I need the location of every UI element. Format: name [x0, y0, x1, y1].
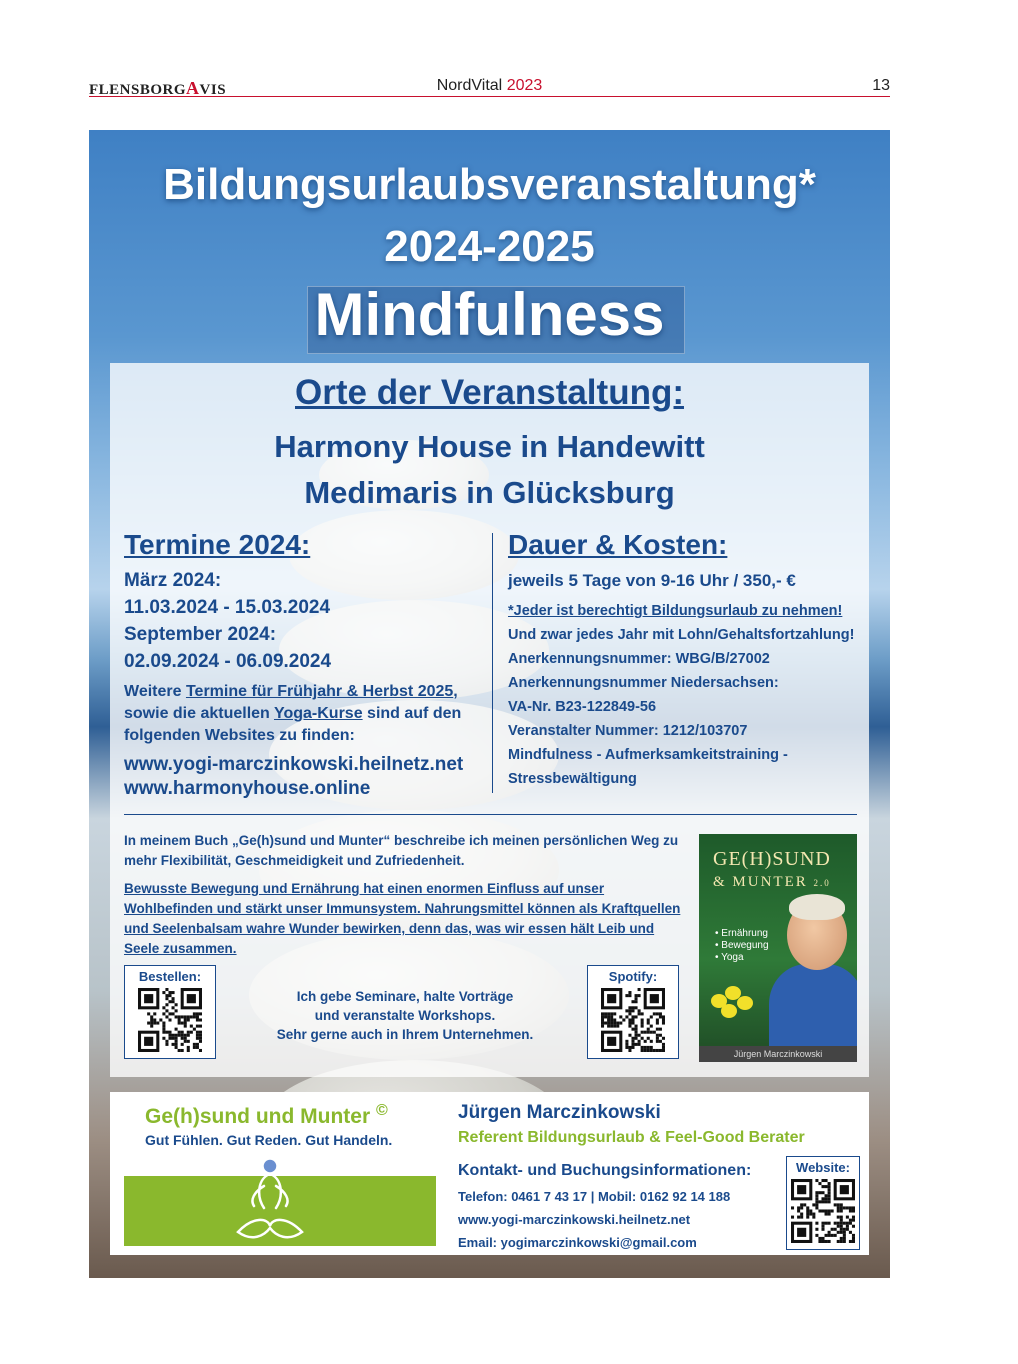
entitlement-line-1: *Jeder ist berechtigt Bildungsurlaub zu nehmen!	[508, 603, 843, 619]
va-number: VA-Nr. B23-122849-56	[508, 699, 657, 715]
meditation-figure-icon	[228, 1156, 328, 1248]
book-paragraph-1: In meinem Buch „Ge(h)sund und Munter“ beschreibe ich meinen persönlichen Weg zu mehr Flexibilität, Geschmeidigkeit und Zufriedenheit.	[124, 833, 679, 868]
brand-slogan: Gut Fühlen. Gut Reden. Gut Handeln.	[145, 1132, 393, 1148]
contact-role: Referent Bildungsurlaub & Feel-Good Berater	[458, 1129, 805, 1146]
book-cover-author: Jürgen Marczinkowski	[699, 1046, 857, 1062]
headline-title: Bildungsurlaubsveranstaltung*	[163, 160, 816, 209]
website-link-yogi[interactable]: www.yogi-marczinkowski.heilnetz.net	[124, 754, 464, 775]
book-cover-title: GE(H)SUND	[713, 848, 831, 870]
qr-website-label: Website:	[796, 1160, 850, 1175]
recognition-niedersachsen: Anerkennungsnummer Niedersachsen:	[508, 675, 779, 691]
qr-website[interactable]	[786, 1156, 860, 1250]
date-month-march: März 2024:	[124, 570, 222, 591]
more-dates-info: Weitere Termine für Frühjahr & Herbst 2025, sowie die aktuellen Yoga-Kurse sind auf den folgenden Websites zu finden:	[124, 683, 462, 744]
dates-title: Termine 2024:	[124, 529, 311, 560]
date-month-september: September 2024:	[124, 624, 277, 645]
info-panel	[110, 363, 869, 1077]
column-divider	[492, 533, 493, 793]
venues-title: Orte der Veranstaltung:	[295, 373, 684, 412]
qr-code-icon	[601, 988, 665, 1052]
organizer-number: Veranstalter Nummer: 1212/103707	[508, 723, 748, 739]
brand-name: Ge(h)sund und Munter ©	[145, 1102, 388, 1128]
page-number: 13	[872, 77, 890, 94]
section-year: 2023	[506, 77, 543, 94]
qr-spotify[interactable]	[587, 965, 679, 1059]
website-link-harmonyhouse[interactable]: www.harmonyhouse.online	[124, 778, 371, 799]
newspaper-logo: FLENSBORGAVIS	[89, 78, 227, 98]
advertisement	[89, 130, 890, 1278]
qr-bestellen[interactable]	[124, 965, 216, 1059]
section-divider	[124, 814, 857, 815]
section-title	[89, 77, 890, 95]
date-range-september: 02.09.2024 - 06.09.2024	[124, 651, 332, 672]
headline-years: 2024-2025	[384, 222, 595, 271]
recognition-number: Anerkennungsnummer: WBG/B/27002	[508, 651, 770, 667]
entitlement-line-2: Und zwar jedes Jahr mit Lohn/Gehaltsfortzahlung!	[508, 627, 855, 643]
book-description	[124, 831, 684, 967]
book-cover	[699, 834, 857, 1062]
dates-column	[124, 529, 486, 801]
book-cover-subtitle: & MUNTER 2.0	[713, 874, 831, 890]
qr-code-icon	[791, 1179, 855, 1243]
qr-spotify-label: Spotify:	[608, 969, 658, 984]
book-cover-topics: • Ernährung • Bewegung • Yoga	[715, 928, 769, 963]
seminar-line-3: Sehr gerne auch in Ihrem Unternehmen.	[276, 1027, 534, 1042]
seminar-line-1: Ich gebe Seminare, halte Vorträge	[296, 989, 514, 1004]
costs-column	[508, 529, 863, 791]
venue-1: Harmony House in Handewitt	[274, 429, 705, 464]
contact-website[interactable]: www.yogi-marczinkowski.heilnetz.net	[458, 1212, 691, 1227]
venue-2: Medimaris in Glücksburg	[304, 475, 675, 510]
seminar-line-2: und veranstalte Workshops.	[314, 1008, 496, 1023]
contact-title: Kontakt- und Buchungsinformationen:	[458, 1162, 752, 1179]
contact-phone: Telefon: 0461 7 43 17 | Mobil: 0162 92 14 188	[458, 1189, 731, 1204]
price-line: jeweils 5 Tage von 9-16 Uhr / 350,- €	[508, 571, 796, 590]
course-topic-line-2: Stressbewältigung	[508, 771, 637, 787]
course-topic-line-1: Mindfulness - Aufmerksamkeitstraining -	[508, 747, 788, 763]
seminar-text	[250, 987, 560, 1044]
contact-footer	[110, 1092, 869, 1255]
section-name: NordVital	[436, 77, 503, 94]
qr-code-icon	[138, 988, 202, 1052]
headline-topic: Mindfulness	[314, 281, 665, 348]
contact-name: Jürgen Marczinkowski	[458, 1102, 661, 1123]
masthead	[89, 76, 890, 97]
costs-title: Dauer & Kosten:	[508, 529, 728, 560]
date-range-march: 11.03.2024 - 15.03.2024	[124, 597, 331, 618]
book-paragraph-2: Bewusste Bewegung und Ernährung hat einen enormen Einfluss auf unser Wohlbefinden und stärkt unser Immunsystem. Nahrungsmittel können als Kraftquellen und Seelenbalsam wahre Wunder bewirken, denn das, was wir essen hält Leib und Seele zusammen.	[124, 881, 681, 956]
qr-bestellen-label: Bestellen:	[138, 969, 202, 984]
contact-email[interactable]: Email: yogimarczinkowski@gmail.com	[458, 1235, 697, 1250]
